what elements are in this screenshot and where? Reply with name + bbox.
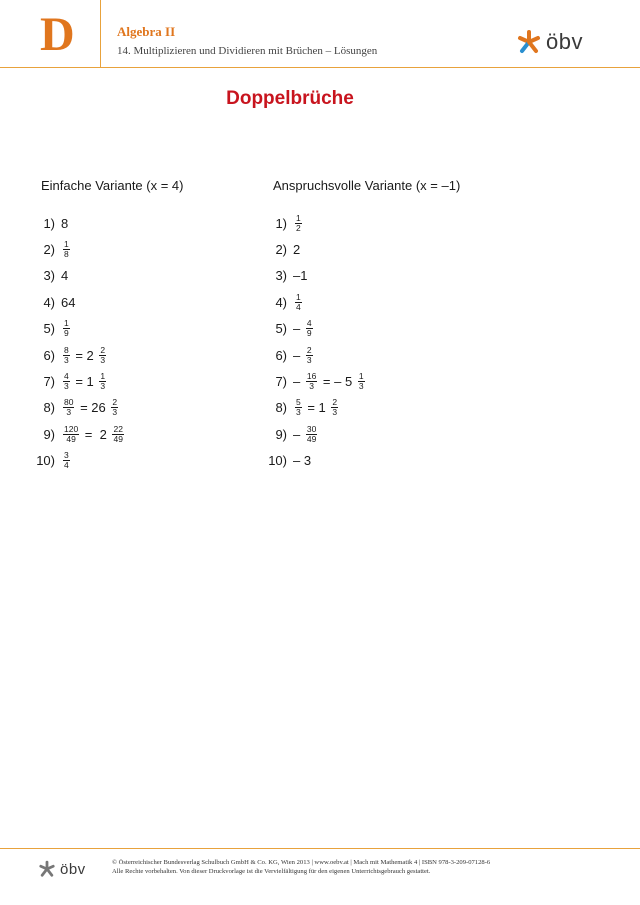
footer-logo-text: öbv — [60, 860, 86, 878]
fraction-numerator: 2 — [100, 344, 106, 355]
answer-fraction — [306, 372, 317, 391]
solution-item — [259, 448, 367, 474]
left-column-heading: Einfache Variante (x = 4) — [41, 178, 184, 193]
item-number: 1) — [275, 215, 287, 231]
answer-fraction — [99, 346, 106, 365]
page-title: Doppelbrüche — [226, 88, 354, 109]
item-number: 1) — [43, 215, 55, 231]
subject-title: Algebra II — [117, 24, 176, 39]
solution-item — [259, 395, 367, 421]
answer-text: 64 — [61, 294, 76, 310]
fraction-numerator: 1 — [100, 371, 106, 382]
fraction-denominator: 3 — [112, 407, 118, 418]
obv-star-icon — [38, 860, 56, 878]
answer-fraction — [331, 398, 338, 417]
fraction-denominator: 3 — [358, 381, 364, 392]
fraction-denominator: 4 — [296, 301, 301, 312]
solution-item — [259, 316, 367, 342]
fraction-denominator: 3 — [64, 354, 69, 365]
answer-text: = 2 — [71, 347, 98, 363]
item-number: 9) — [43, 426, 55, 442]
fraction-denominator: 3 — [296, 407, 301, 418]
fraction-numerator: 1 — [64, 239, 69, 250]
solution-item — [259, 236, 367, 262]
solution-item — [259, 368, 367, 394]
footer-logo — [38, 860, 86, 878]
fraction-numerator: 8 — [64, 344, 69, 355]
footer-copyright — [112, 858, 632, 876]
solution-item — [27, 316, 126, 342]
answer-text: –1 — [293, 268, 308, 284]
answer-fraction — [295, 214, 302, 233]
fraction-denominator: 9 — [64, 328, 69, 339]
solution-item — [259, 210, 367, 236]
solution-item — [27, 263, 126, 289]
item-number: 5) — [43, 321, 55, 337]
answer-text: – — [293, 426, 304, 442]
fraction-numerator: 1 — [64, 318, 69, 329]
answer-text: 8 — [61, 215, 69, 231]
answer-text: = 26 — [76, 400, 110, 416]
item-number: 2) — [275, 242, 287, 258]
fraction-denominator: 2 — [296, 222, 301, 233]
answer-fraction — [306, 319, 313, 338]
fraction-numerator: 1 — [296, 212, 301, 223]
fraction-denominator: 49 — [113, 433, 123, 444]
answer-fraction — [63, 372, 70, 391]
item-number: 2) — [43, 242, 55, 258]
obv-star-icon — [516, 29, 542, 55]
answer-fraction — [111, 398, 118, 417]
fraction-denominator: 3 — [100, 381, 106, 392]
fraction-denominator: 3 — [309, 381, 314, 392]
item-number: 4) — [43, 294, 55, 310]
answer-fraction — [295, 398, 302, 417]
footer-line-1: © Österreichischer Bundesverlag Schulbuch GmbH & Co. KG, Wien 2013 | www.oebv.at | Mach mit Mathematik 4 | ISBN 978-3-209-07128-6 — [112, 859, 491, 866]
solution-item — [259, 421, 367, 447]
fraction-numerator: 16 — [306, 371, 317, 382]
answer-fraction — [63, 346, 70, 365]
answer-text: = 1 — [303, 400, 330, 416]
solution-item — [27, 342, 126, 368]
header-divider — [100, 0, 101, 68]
solution-item — [27, 236, 126, 262]
fraction-denominator: 8 — [64, 249, 69, 260]
answer-fraction — [306, 346, 313, 365]
fraction-denominator: 4 — [64, 460, 69, 471]
footer-rule — [0, 848, 640, 849]
fraction-numerator: 4 — [306, 318, 312, 329]
fraction-denominator: 3 — [66, 407, 72, 418]
solution-item — [27, 421, 126, 447]
fraction-denominator: 9 — [306, 328, 312, 339]
obv-logo — [516, 28, 583, 56]
fraction-denominator: 3 — [64, 381, 69, 392]
fraction-denominator: 3 — [332, 407, 338, 418]
fraction-numerator: 120 — [64, 423, 79, 434]
answer-fraction — [358, 372, 365, 391]
answer-text: – 3 — [293, 453, 312, 469]
item-number: 10) — [268, 453, 287, 469]
footer-line-2: Alle Rechte vorbehalten. Von dieser Druckvorlage ist die Vervielfältigung für den eigenen Unterrichtsgebrauch gestattet. — [112, 868, 431, 875]
solution-item — [27, 368, 126, 394]
fraction-numerator: 2 — [332, 397, 338, 408]
answer-text: 4 — [61, 268, 69, 284]
answer-fraction — [63, 319, 70, 338]
header-rule — [0, 67, 640, 68]
answer-text: 2 — [293, 242, 301, 258]
answer-text: – — [293, 374, 304, 390]
item-number: 3) — [275, 268, 287, 284]
item-number: 4) — [275, 294, 287, 310]
fraction-numerator: 22 — [113, 423, 123, 434]
answer-fraction — [112, 425, 123, 444]
solution-item — [27, 395, 126, 421]
item-number: 6) — [275, 347, 287, 363]
fraction-denominator: 3 — [306, 354, 312, 365]
fraction-numerator: 80 — [64, 397, 74, 408]
solution-item — [259, 263, 367, 289]
solution-item — [27, 210, 126, 236]
solution-item — [27, 289, 126, 315]
item-number: 10) — [36, 453, 55, 469]
answer-fraction — [295, 293, 302, 312]
fraction-denominator: 3 — [100, 354, 106, 365]
fraction-numerator: 1 — [296, 291, 301, 302]
answer-text: = 1 — [71, 374, 98, 390]
item-number: 7) — [275, 374, 287, 390]
item-number: 8) — [275, 400, 287, 416]
fraction-numerator: 30 — [306, 423, 317, 434]
page-header — [0, 0, 640, 68]
right-solution-list — [259, 210, 367, 474]
item-number: 3) — [43, 268, 55, 284]
topic-title: 14. Multiplizieren und Dividieren mit Brüchen – Lösungen — [117, 45, 378, 57]
fraction-numerator: 5 — [296, 397, 301, 408]
fraction-denominator: 49 — [66, 433, 76, 444]
item-number: 8) — [43, 400, 55, 416]
answer-fraction — [63, 451, 70, 470]
chapter-letter: D — [40, 8, 75, 61]
item-number: 6) — [43, 347, 55, 363]
solution-item — [259, 289, 367, 315]
left-solution-list — [27, 210, 126, 474]
fraction-numerator: 3 — [64, 450, 69, 461]
logo-text: öbv — [546, 29, 583, 54]
solution-item — [27, 448, 126, 474]
answer-fraction — [306, 425, 317, 444]
answer-fraction — [63, 240, 70, 259]
solution-item — [259, 342, 367, 368]
answer-text: = 2 — [81, 426, 111, 442]
fraction-numerator: 2 — [112, 397, 118, 408]
item-number: 9) — [275, 426, 287, 442]
answer-text: – — [293, 321, 304, 337]
answer-fraction — [99, 372, 106, 391]
answer-fraction — [63, 398, 74, 417]
fraction-denominator: 49 — [306, 433, 317, 444]
answer-text: – — [293, 347, 304, 363]
fraction-numerator: 1 — [358, 371, 364, 382]
answer-text: = – 5 — [319, 374, 356, 390]
fraction-numerator: 2 — [306, 344, 312, 355]
answer-fraction — [63, 425, 79, 444]
item-number: 7) — [43, 374, 55, 390]
item-number: 5) — [275, 321, 287, 337]
right-column-heading: Anspruchsvolle Variante (x = –1) — [273, 178, 461, 193]
fraction-numerator: 4 — [64, 371, 69, 382]
